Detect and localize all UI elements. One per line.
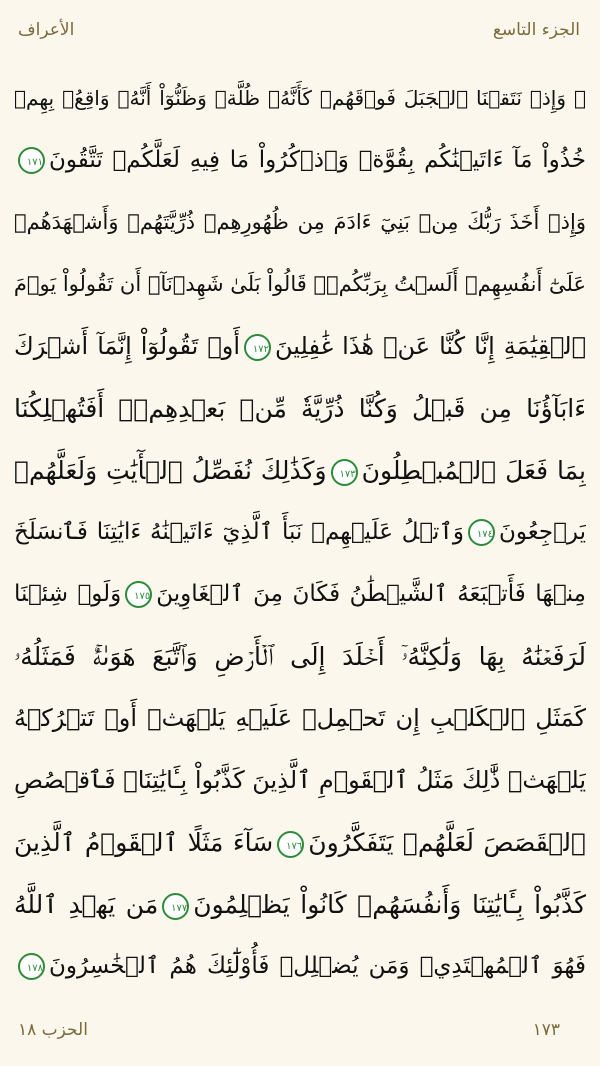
verse-text: أَوۡ تَقُولُوٓاْ إِنَّمَآ أَشۡرَكَ [14,332,241,360]
ayah-number-marker[interactable]: ١٧٧ [162,893,189,920]
verse-line [14,256,586,313]
ayah-number-marker[interactable]: ١٧٦ [277,831,304,858]
ayah-number-marker[interactable]: ١٧٢ [244,334,271,361]
verse-text: ٱلۡقَصَصَ لَعَلَّهُمۡ يَتَفَكَّرُونَ [308,828,586,857]
verse-line [14,194,586,251]
verse-line [14,318,586,375]
verse-text: كَذَّبُواْ بِـَٔايَٰتِنَا وَأَنفُسَهُمۡ كَانُواْ يَظۡلِمُونَ [193,890,586,919]
verse-line [14,814,586,871]
verse-text: مَن يَهۡدِ ٱللَّهُ [14,890,159,919]
verse-text: يَلۡهَثۚ ذَّٰلِكَ مَثَلُ ٱلۡقَوۡمِ ٱلَّذِينَ كَذَّبُواْ بِـَٔايَٰتِنَاۚ فَٱقۡصُصِ [14,766,586,794]
verse-text: لَرَفَعۡنَٰهُ بِهَا وَلَٰكِنَّهُۥٓ أَخۡلَدَ إِلَى ٱلۡأَرۡضِ وَٱتَّبَعَ هَوَىٰهُۚ فَمَثَلُهُۥ [14,642,586,671]
ayah-number-marker[interactable]: ١٧٣ [331,459,358,486]
verse-line [14,690,586,747]
verse-text: خُذُواْ مَآ ءَاتَيۡنَٰكُم بِقُوَّةٖ وَٱذۡكُرُواْ مَا فِيهِ لَعَلَّكُمۡ تَتَّقُونَ [49,147,586,173]
verse-text: وَٱتۡلُ عَلَيۡهِمۡ نَبَأَ ٱلَّذِيٓ ءَاتَيۡنَٰهُ ءَايَٰتِنَا فَٱنسَلَخَ [14,519,465,545]
verse-text: وَكَذَٰلِكَ نُفَصِّلُ ٱلۡأٓيَٰتِ وَلَعَلَّهُمۡ [14,456,327,485]
verse-text: عَلَىٰٓ أَنفُسِهِمۡ أَلَسۡتُ بِرَبِّكُمۡۖ قَالُواْ بَلَىٰ شَهِدۡنَآۚ أَن تَقُولُواْ يَوۡمَ [14,272,586,296]
ayah-number-marker[interactable]: ١٧١ [18,147,45,174]
verse-text: يَرۡجِعُونَ [499,519,586,545]
verse-text: وَإِذۡ أَخَذَ رَبُّكَ مِنۢ بَنِيٓ ءَادَمَ مِن ظُهُورِهِمۡ ذُرِّيَّتَهُمۡ وَأَشۡهَدَهُمۡ [14,210,586,234]
verse-text: بِمَا فَعَلَ ٱلۡمُبۡطِلُونَ [361,456,586,485]
verse-line [14,566,586,623]
ayah-number-marker[interactable]: ١٧٤ [468,519,495,546]
verse-line [14,938,586,995]
verse-line [14,132,586,189]
verse-text: سَآءَ مَثَلًا ٱلۡقَوۡمُ ٱلَّذِينَ [14,828,274,857]
verse-text: ۞ وَإِذۡ نَتَقۡنَا ٱلۡجَبَلَ فَوۡقَهُمۡ كَأَنَّهُۥ ظُلَّةٞ وَظَنُّوٓاْ أَنَّهُۥ وَاقِعُۢ بِهِمۡ [14,86,586,110]
verse-text: كَمَثَلِ ٱلۡكَلۡبِ إِن تَحۡمِلۡ عَلَيۡهِ يَلۡهَثۡ أَوۡ تَتۡرُكۡهُ [14,704,586,732]
verse-text: مِنۡهَا فَأَتۡبَعَهُ ٱلشَّيۡطَٰنُ فَكَانَ مِنَ ٱلۡغَاوِينَ [156,581,586,607]
verse-text: ٱلۡقِيَٰمَةِ إِنَّا كُنَّا عَنۡ هَٰذَا غَٰفِلِينَ [275,332,586,360]
verse-line [14,752,586,809]
verse-line [14,876,586,933]
page-footer [0,1010,600,1060]
ayah-number-marker[interactable]: ١٧٨ [18,953,45,980]
ayah-number-marker[interactable]: ١٧٥ [125,581,152,608]
verse-line [14,70,586,127]
page-header [0,0,600,60]
surah-name: الأعراف [18,20,75,40]
quran-page-body [14,70,586,1000]
page-number: ١٧٣ [532,1020,560,1040]
hizb-label: الحزب ١٨ [18,1020,88,1040]
verse-text: فَهُوَ ٱلۡمُهۡتَدِيۖ وَمَن يُضۡلِلۡ فَأُوْلَٰٓئِكَ هُمُ ٱلۡخَٰسِرُونَ [49,953,586,979]
verse-line [14,628,586,685]
verse-line [14,442,586,499]
verse-text: ءَابَآؤُنَا مِن قَبۡلُ وَكُنَّا ذُرِّيَّةٗ مِّنۢ بَعۡدِهِمۡۖ أَفَتُهۡلِكُنَا [14,394,586,423]
verse-line [14,504,586,561]
verse-line [14,380,586,437]
verse-text: وَلَوۡ شِئۡنَا [14,581,122,607]
juz-name: الجزء التاسع [492,20,580,40]
